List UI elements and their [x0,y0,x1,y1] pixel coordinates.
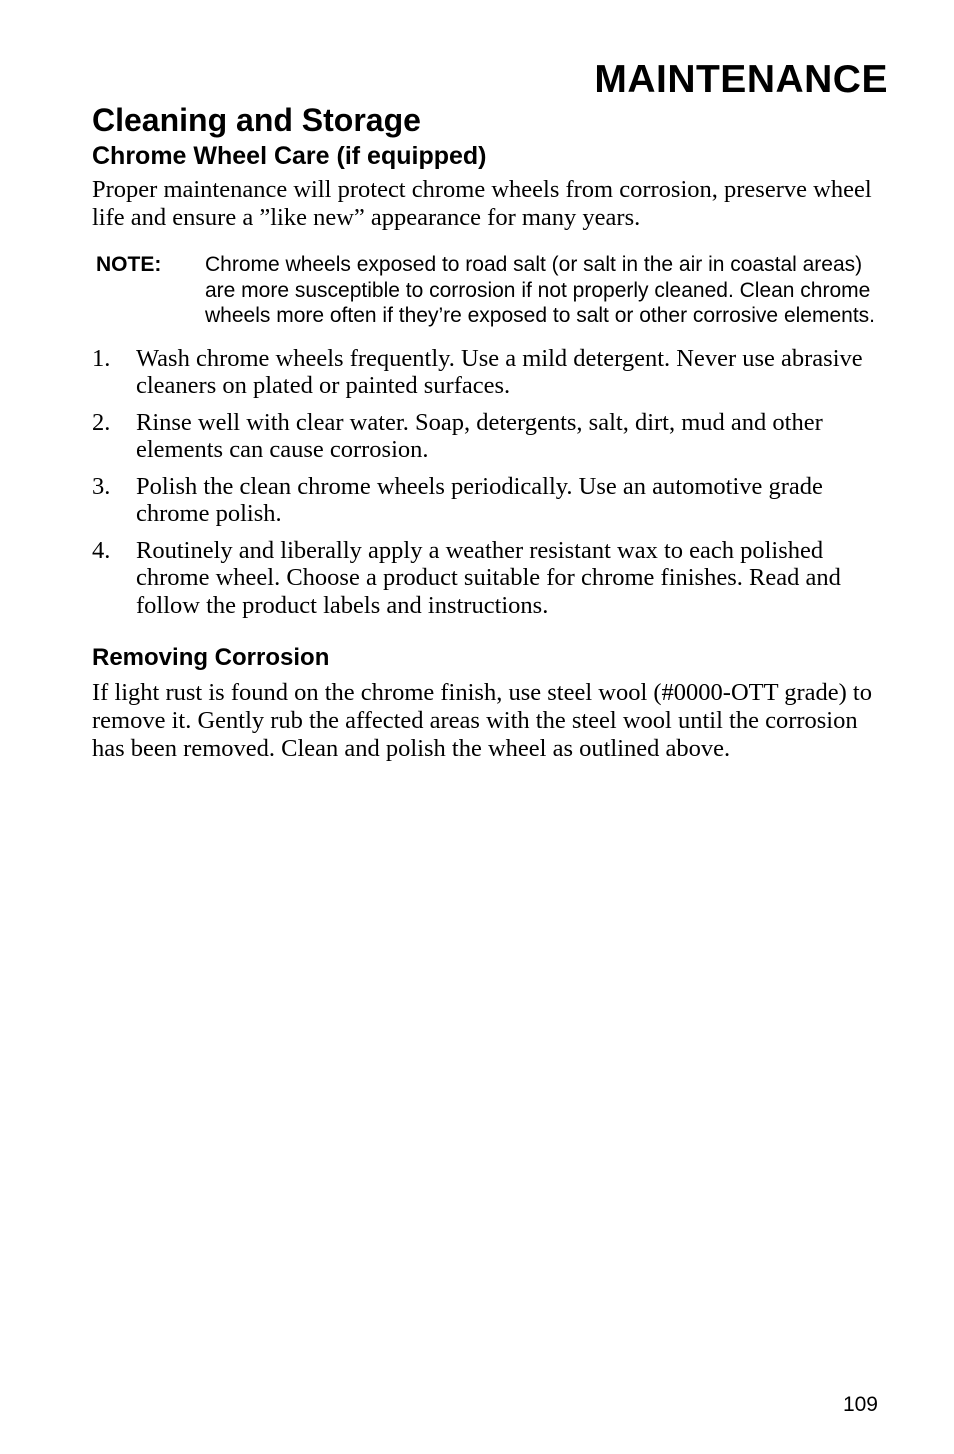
list-item [92,345,892,400]
list-item [92,409,892,464]
intro-paragraph: Proper maintenance will protect chrome wheels from corrosion, preserve wheel life and ensure a ”like new” appearance for many years. [92,176,872,231]
note-label: NOTE: [96,253,162,276]
step-number: 1. [92,344,111,372]
corrosion-paragraph: If light rust is found on the chrome finish, use steel wool (#0000-OTT grade) to remove it. Gently rub the affected areas with the steel wool until the corrosion has been removed. Clean and polish the wheel as outlined above. [92,679,872,762]
chapter-title: MAINTENANCE [594,58,888,101]
step-number: 4. [92,536,111,564]
corrosion-title: Removing Corrosion [92,644,330,671]
step-number: 3. [92,472,111,500]
page-number: 109 [842,1393,878,1416]
section-title: Cleaning and Storage [92,102,421,138]
note-text: Chrome wheels exposed to road salt (or salt in the air in coastal areas) are more susceptible to corrosion if not properly cleaned. Clean chrome wheels more often if they’re exposed to salt or other corrosive elements. [205,253,875,327]
steps-list [92,345,892,620]
page-content [92,100,892,763]
note-block [96,252,892,329]
step-number: 2. [92,408,111,436]
list-item [92,473,892,528]
step-text: Rinse well with clear water. Soap, detergents, salt, dirt, mud and other elements can cause corrosion. [136,408,823,463]
step-text: Wash chrome wheels frequently. Use a mild detergent. Never use abrasive cleaners on plated or painted surfaces. [136,344,863,399]
step-text: Polish the clean chrome wheels periodically. Use an automotive grade chrome polish. [136,472,823,527]
step-text: Routinely and liberally apply a weather resistant wax to each polished chrome wheel. Choose a product suitable for chrome finishes. Read and follow the product labels and instructions. [136,536,841,619]
list-item [92,537,892,620]
subsection-title: Chrome Wheel Care (if equipped) [92,142,487,170]
